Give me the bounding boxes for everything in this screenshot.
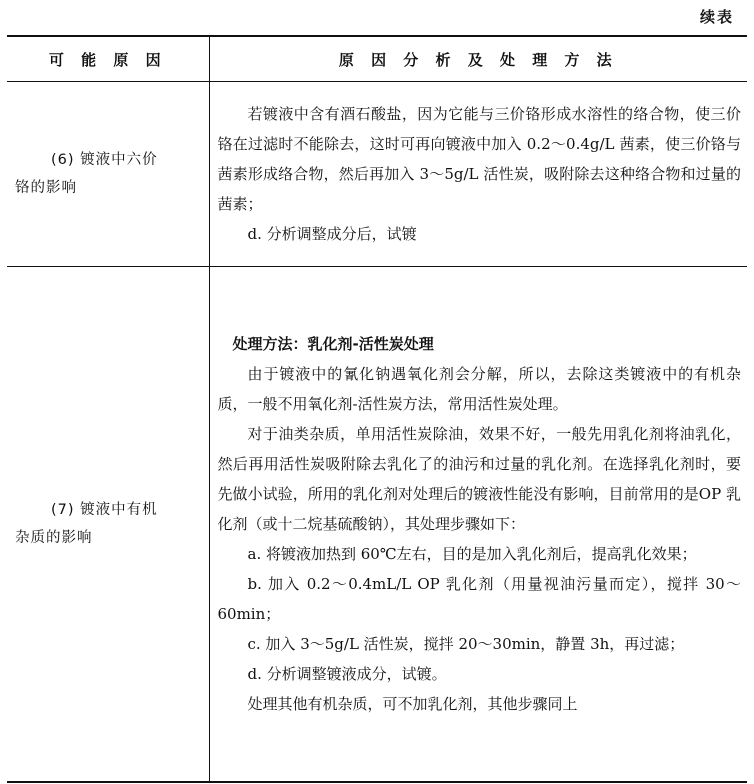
step-b: b. 加入 0.2～0.4mL/L OP 乳化剂（用量视油污量而定），搅拌 30～60min；	[217, 575, 741, 623]
cause-text-line: (6) 镀液中六价	[51, 152, 158, 168]
analysis-paragraph: 处理其他有机杂质，可不加乳化剂，其他步骤同上	[247, 695, 578, 713]
table-row	[7, 82, 747, 267]
continued-label: 续表	[699, 8, 734, 26]
header-possible-cause: 可 能 原 因	[7, 36, 209, 82]
table-row	[7, 267, 747, 783]
analysis-paragraph: 若镀液中含有酒石酸盐，因为它能与三价铬形成水溶性的络合物，使三价铬在过滤时不能除去，这时可再向镀液中加入 0.2～0.4g/L 茜素，使三价铬与茜素形成络合物，然后再加入 3～5g/L 活性炭，吸附除去这种络合物和过量的茜素；	[217, 105, 741, 213]
analysis-paragraph: 由于镀液中的氰化钠遇氧化剂会分解，所以，去除这类镀液中的有机杂质，一般不用氧化剂-活性炭方法，常用活性炭处理。	[217, 365, 741, 413]
analysis-paragraph: d. 分析调整成分后，试镀	[247, 225, 417, 243]
step-a: a. 将镀液加热到 60℃左右，目的是加入乳化剂后，提高乳化效果；	[247, 545, 697, 563]
cause-text-line: (7) 镀液中有机	[51, 502, 158, 518]
cause-text-line: 杂质的影响	[15, 530, 93, 546]
cause-text-line: 铬的影响	[15, 180, 77, 196]
cause-analysis-table	[7, 35, 747, 783]
header-analysis-method: 原 因 分 析 及 处 理 方 法	[209, 36, 747, 82]
analysis-paragraph: 对于油类杂质，单用活性炭除油，效果不好，一般先用乳化剂将油乳化，然后再用活性炭吸附除去乳化了的油污和过量的乳化剂。在选择乳化剂时，要先做小试验，所用的乳化剂对处理后的镀液性能没有影响，目前常用的是OP 乳化剂（或十二烷基硫酸钠），其处理步骤如下：	[217, 425, 741, 533]
step-c: c. 加入 3～5g/L 活性炭，搅拌 20～30min，静置 3h，再过滤；	[247, 635, 685, 653]
step-d: d. 分析调整镀液成分，试镀。	[247, 665, 447, 683]
treatment-method-title: 处理方法：乳化剂-活性炭处理	[232, 335, 434, 353]
table-header-row	[7, 36, 747, 82]
cause-cell	[7, 267, 209, 783]
analysis-cell	[209, 267, 747, 783]
cause-cell	[7, 82, 209, 267]
analysis-cell	[209, 82, 747, 267]
